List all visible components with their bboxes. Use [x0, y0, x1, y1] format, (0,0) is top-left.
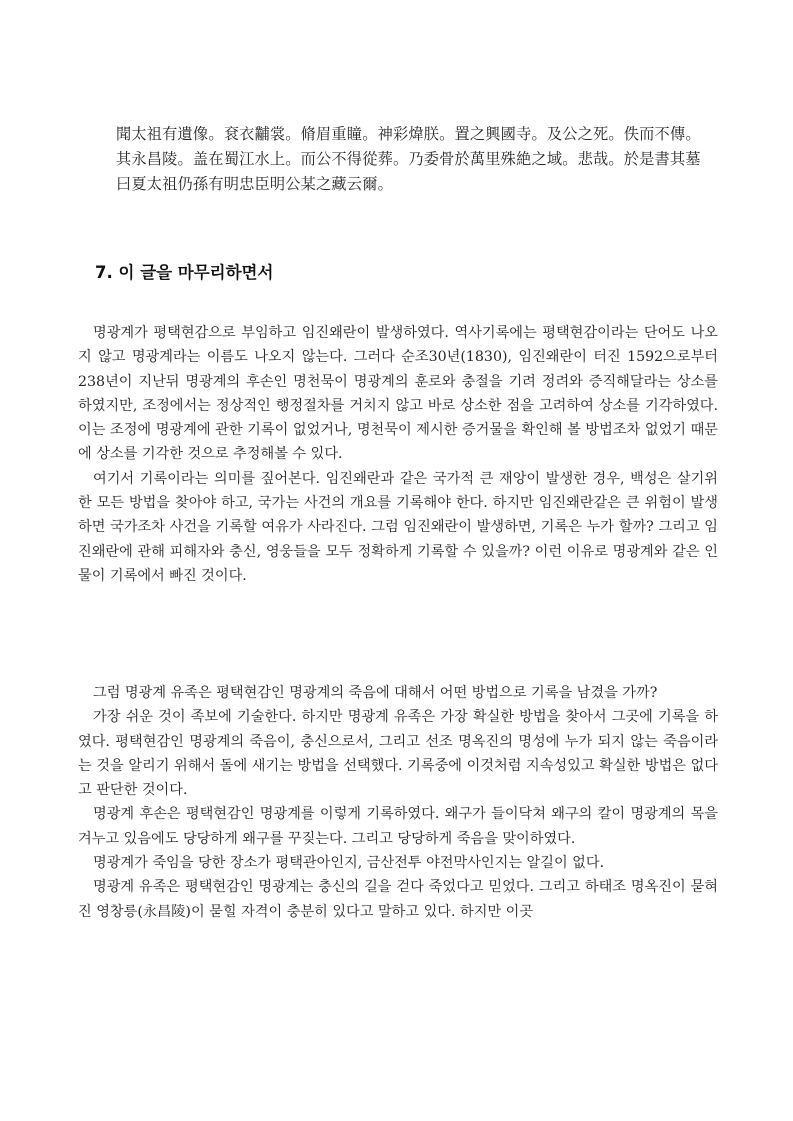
classical-chinese-quote	[116, 122, 716, 197]
paragraph: 명광계 유족은 평택현감인 명광계는 충신의 길을 걷다 죽었다고 믿었다. 그리고 하태조 명옥진이 묻혀진 영창릉(永昌陵)이 묻힐 자격이 충분히 있다고 말하고 있다. 하지만 이곳	[78, 879, 718, 920]
paragraph: 명광계가 죽임을 당한 장소가 평택관아인지, 금산전투 야전막사인지는 알길이 없다.	[93, 855, 605, 872]
paragraph: 명광계가 평택현감으로 부임하고 임진왜란이 발생하였다. 역사기록에는 평택현감이라는 단어도 나오지 않고 명광계라는 이름도 나오지 않는다. 그러다 순조30년(1830), 임진왜란이 터진 1592으로부터 238년이 지난뒤 명광계의 후손인 명천묵이 명광계의 훈로와 충절을 기려 정려와 증직해달라는 상소를 하였지만, 조정에서는 정상적인 행정절차를 거치지 않고 바로 상소한 점을 고려하여 상소를 기각하였다. 이는 조정에 명광계에 관한 기록이 없었거나, 명천묵이 제시한 증거물을 확인해 볼 방법조차 없었기 때문에 상소를 기각한 것으로 추정해볼 수 있다.	[78, 325, 718, 463]
quote-line: 曰夏太祖仍孫有明忠臣明公某之藏云爾。	[116, 175, 393, 193]
paragraph: 그럼 명광계 유족은 평택현감인 명광계의 죽음에 대해서 어떤 방법으로 기록을 남겼을 가까?	[93, 685, 658, 701]
paragraph: 명광계 후손은 평택현감인 명광계를 이렇게 기록하였다. 왜구가 들이닥쳐 왜구의 칼이 명광계의 목을 겨누고 있음에도 당당하게 왜구를 꾸짖는다. 그리고 당당하게 죽음을 맞이하였다.	[78, 806, 718, 847]
body-section-conclusion	[78, 321, 718, 588]
paragraph: 여기서 기록이라는 의미를 짚어본다. 임진왜란과 같은 국가적 큰 재앙이 발생한 경우, 백성은 살기위한 모든 방법을 찾아야 하고, 국가는 사건의 개요를 기록해야 한다. 하지만 임진왜란같은 큰 위험이 발생하면 국가조차 사건을 기록할 여유가 사라진다. 그럼 임진왜란이 발생하면, 기록은 누가 할까? 그리고 임진왜란에 관해 피해자와 충신, 영웅들을 모두 정확하게 기록할 수 있을까? 이런 이유로 명광계와 같은 인물이 기록에서 빠진 것이다.	[78, 470, 718, 584]
paragraph: 가장 쉬운 것이 족보에 기술한다. 하지만 명광계 유족은 가장 확실한 방법을 찾아서 그곳에 기록을 하였다. 평택현감인 명광계의 죽음이, 충신으로서, 그리고 선조 명옥진의 명성에 누가 되지 않는 죽음이라는 것을 알리기 위해서 돌에 새기는 방법을 선택했다. 기록중에 이것처럼 지속성있고 확실한 방법은 없다고 판단한 것이다.	[78, 709, 718, 799]
section-heading: 7. 이 글을 마무리하면서	[95, 263, 274, 282]
quote-line: 其永昌陵。盖在蜀江水上。而公不得從葬。乃委骨於萬里殊絶之域。悲哉。於是書其墓	[116, 150, 701, 168]
quote-line: 聞太祖有遺像。袞衣黼裳。脩眉重瞳。神彩煒朕。置之興國寺。及公之死。佚而不傳。	[116, 125, 701, 143]
body-section-records	[78, 681, 718, 924]
